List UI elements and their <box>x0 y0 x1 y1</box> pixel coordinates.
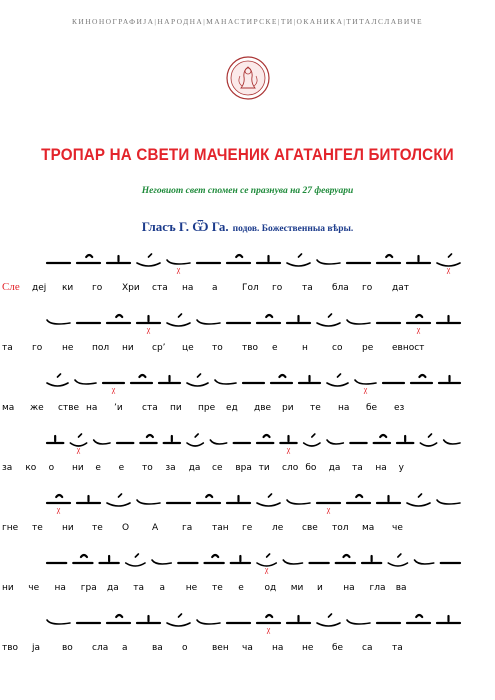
syllable: а <box>212 283 218 293</box>
neume-mark <box>327 440 343 444</box>
syllable: да <box>188 463 201 473</box>
syllable: тан <box>212 523 229 533</box>
lyrics-line <box>0 283 420 297</box>
neume-mark <box>287 316 310 323</box>
syllable: гне <box>2 523 19 533</box>
syllable: го <box>32 343 43 353</box>
neume-mark <box>420 434 436 446</box>
neume-mark <box>107 494 130 506</box>
syllable: на <box>86 403 98 413</box>
neume-mark <box>77 496 100 503</box>
tone-ga: Га. <box>208 219 229 234</box>
syllable: е <box>118 463 125 473</box>
lyrics-line <box>0 343 425 357</box>
syllable: а <box>122 643 128 653</box>
red-mark-icon: χ <box>286 445 291 454</box>
neume-mark <box>137 254 160 266</box>
red-mark-icon: χ <box>111 385 116 394</box>
syllable: ја <box>32 643 41 653</box>
neume-mark <box>131 375 152 383</box>
syllable: на <box>338 403 350 413</box>
syllable: ле <box>272 523 284 533</box>
syllable: ти <box>258 463 270 473</box>
neume-mark <box>397 436 413 443</box>
syllable: е <box>272 343 278 353</box>
red-mark-icon: χ <box>146 325 151 334</box>
syllable: на <box>54 583 66 593</box>
syllable: на <box>343 583 355 593</box>
tone-label: Гласъ Г. <box>141 219 193 234</box>
neume-mark <box>407 315 430 323</box>
neume-mark <box>280 436 296 443</box>
syllable: да <box>107 583 119 593</box>
syllable: ге <box>242 523 253 533</box>
syllable: гра <box>80 583 97 593</box>
neume-mark <box>257 435 273 443</box>
syllable: га <box>182 523 193 533</box>
neume-mark <box>107 256 130 263</box>
syllable: та <box>352 463 363 473</box>
neume-mark <box>210 440 226 444</box>
syllable: и <box>317 583 323 593</box>
neume-mark <box>47 620 70 624</box>
neume-mark <box>126 554 145 566</box>
syllable: о <box>48 463 55 473</box>
neume-mark <box>317 260 340 264</box>
neume-mark <box>437 500 460 504</box>
neume-mark <box>283 560 302 564</box>
lyrics-line <box>0 643 420 657</box>
syllable: две <box>254 403 272 413</box>
neume-mark <box>444 440 460 444</box>
syllable: то <box>212 343 223 353</box>
syllable: ма <box>362 523 375 533</box>
neume-mark <box>94 440 110 444</box>
syllable: го <box>92 283 103 293</box>
neume-mark <box>407 615 430 623</box>
neume-mark <box>437 316 460 323</box>
syllable: не <box>185 583 198 593</box>
syllable: ед <box>226 403 238 413</box>
syllable: ва <box>152 643 163 653</box>
red-mark-icon: χ <box>416 325 421 334</box>
syllable: че <box>392 523 403 533</box>
syllable: бе <box>366 403 378 413</box>
header-line: КИНОНОГРАФИЈА|НАРОДНА|МАНАСТИРСКЕ|ТИ|ОКАНИКА|ТИТАЛСЛАВИЧЕ <box>71 17 424 26</box>
syllable: о <box>182 643 188 653</box>
neume-mark <box>437 616 460 623</box>
neume-mark <box>205 555 224 563</box>
neume-line-icon <box>44 368 464 394</box>
syllable: Хри <box>122 283 140 293</box>
syllable: се <box>212 463 223 473</box>
syllable: ки <box>62 283 74 293</box>
neume-mark <box>377 255 400 263</box>
neume-mark <box>287 254 310 266</box>
red-mark-icon: χ <box>264 565 269 574</box>
syllable: сла <box>92 643 109 653</box>
red-mark-icon: χ <box>56 505 61 514</box>
lyrics-line <box>0 403 420 417</box>
neume-line <box>44 608 464 634</box>
neume-line-icon <box>44 308 464 334</box>
neume-mark <box>47 436 63 443</box>
neume-mark <box>377 496 400 503</box>
syllable: пре <box>198 403 216 413</box>
syllable: евност <box>392 343 425 353</box>
syllable: не <box>302 643 314 653</box>
syllable: пол <box>92 343 110 353</box>
neume-mark <box>197 495 220 503</box>
syllable: вен <box>212 643 229 653</box>
syllable: те <box>32 523 43 533</box>
syllable: у <box>398 463 404 473</box>
neume-line <box>44 248 464 274</box>
neume-mark <box>257 615 280 623</box>
syllable: срʼ <box>152 343 166 353</box>
neume-line-icon <box>44 548 464 574</box>
syllable: пи <box>170 403 182 413</box>
syllable: ста <box>152 283 168 293</box>
syllable: та <box>392 643 403 653</box>
syllable: за <box>165 463 176 473</box>
lyrics-line <box>0 463 420 477</box>
syllable: е <box>95 463 101 473</box>
neume-line <box>44 548 464 574</box>
lyrics-line <box>0 523 420 537</box>
neume-mark <box>187 374 208 386</box>
syllable: О <box>122 523 130 533</box>
neume-mark <box>271 375 292 383</box>
page-title: ТРОПАР НА СВЕТИ МАЧЕНИК АГАТАНГЕЛ БИТОЛСКИ <box>41 146 454 164</box>
syllable: ста <box>142 403 158 413</box>
syllable: ко <box>25 463 37 473</box>
neume-mark <box>287 500 310 504</box>
syllable: ча <box>242 643 253 653</box>
syllable: бе <box>332 643 344 653</box>
syllable: со <box>332 343 343 353</box>
syllable: од <box>264 583 277 593</box>
neume-mark <box>152 560 171 564</box>
red-mark-icon: χ <box>176 265 181 274</box>
neume-mark <box>167 260 190 264</box>
neume-mark <box>164 436 180 443</box>
syllable: та <box>2 343 13 353</box>
syllable: ва <box>395 583 407 593</box>
neume-mark <box>197 320 220 324</box>
syllable: за <box>2 463 13 473</box>
syllable: ни <box>62 523 74 533</box>
neume-mark <box>231 556 250 563</box>
syllable: А <box>152 523 159 533</box>
neume-mark <box>107 615 130 623</box>
neume-mark <box>107 315 130 323</box>
neume-line-icon <box>44 608 464 634</box>
syllable: ре <box>362 343 374 353</box>
neume-mark <box>411 375 432 383</box>
syllable: а <box>159 583 166 593</box>
syllable: деј <box>32 283 47 293</box>
syllable: го <box>362 283 373 293</box>
neume-mark <box>73 555 92 563</box>
neume-mark <box>362 556 381 563</box>
syllable: не <box>62 343 74 353</box>
neume-mark <box>47 495 70 503</box>
red-mark-icon: χ <box>266 625 271 634</box>
neume-mark <box>439 376 460 383</box>
syllable: во <box>62 643 73 653</box>
syllable: тол <box>332 523 349 533</box>
syllable: вра <box>235 463 252 473</box>
syllable: те <box>92 523 103 533</box>
syllable: це <box>182 343 194 353</box>
red-mark-icon: χ <box>326 505 331 514</box>
neume-mark <box>347 620 370 624</box>
neume-mark <box>257 256 280 263</box>
neume-mark <box>215 380 236 384</box>
neume-mark <box>77 255 100 263</box>
syllable: на <box>272 643 284 653</box>
syllable: то <box>142 463 153 473</box>
syllable: те <box>212 583 223 593</box>
neume-line <box>44 488 464 514</box>
neume-mark <box>388 554 407 566</box>
syllable: та <box>133 583 145 593</box>
syllable: тво <box>2 643 19 653</box>
neume-mark <box>137 616 160 623</box>
syllable: сло <box>282 463 299 473</box>
neume-mark <box>257 315 280 323</box>
syllable: ма <box>2 403 15 413</box>
neume-mark <box>374 435 390 443</box>
neume-mark <box>197 620 220 624</box>
neume-line-icon <box>44 488 464 514</box>
tone-mark: Ѿ <box>192 219 209 234</box>
neume-mark <box>355 380 376 384</box>
syllable: тво <box>242 343 259 353</box>
neume-mark <box>137 316 160 323</box>
syllable: стве <box>58 403 80 413</box>
neume-line-icon <box>44 248 464 274</box>
neume-mark <box>167 314 190 326</box>
syllable: Гол <box>242 283 259 293</box>
neume-line <box>44 308 464 334</box>
neume-mark <box>347 495 370 503</box>
syllable: Сле <box>2 281 20 293</box>
syllable: на <box>182 283 194 293</box>
neume-mark <box>137 500 160 504</box>
neume-mark <box>304 434 320 446</box>
syllable: дат <box>392 283 409 293</box>
neume-mark <box>75 380 96 384</box>
neume-mark <box>257 494 280 506</box>
syllable: че <box>28 583 40 593</box>
syllable: бла <box>332 283 349 293</box>
syllable: ни <box>72 463 84 473</box>
neume-mark <box>100 556 119 563</box>
monastery-seal-icon <box>226 56 270 100</box>
neume-line <box>44 428 464 454</box>
syllable: бо <box>305 463 317 473</box>
neume-mark <box>327 374 348 386</box>
red-mark-icon: χ <box>363 385 368 394</box>
red-mark-icon: χ <box>76 445 81 454</box>
neume-mark <box>47 320 70 324</box>
neume-mark <box>187 434 203 446</box>
syllable: да <box>328 463 341 473</box>
syllable: го <box>272 283 283 293</box>
syllable: ни <box>122 343 134 353</box>
syllable: са <box>362 643 373 653</box>
neume-mark <box>299 376 320 383</box>
neume-mark <box>167 614 190 626</box>
podoben-label: подов. Божественныа вѣры. <box>232 224 354 234</box>
syllable: н <box>302 343 308 353</box>
syllable: све <box>302 523 318 533</box>
syllable: же <box>30 403 44 413</box>
syllable: та <box>302 283 313 293</box>
neume-line-icon <box>44 428 464 454</box>
neume-mark <box>159 376 180 383</box>
neume-mark <box>287 616 310 623</box>
neume-line <box>44 368 464 394</box>
syllable: гла <box>369 583 386 593</box>
red-mark-icon: χ <box>446 265 451 274</box>
neume-mark <box>407 256 430 263</box>
syllable: ри <box>282 403 294 413</box>
neume-mark <box>140 435 156 443</box>
syllable: те <box>310 403 321 413</box>
neume-mark <box>415 560 434 564</box>
lyrics-line <box>0 583 420 597</box>
tone-line <box>0 218 495 236</box>
neume-mark <box>227 255 250 263</box>
neume-mark <box>407 494 430 506</box>
neume-mark <box>317 314 340 326</box>
neume-mark <box>227 496 250 503</box>
syllable: ʼи <box>114 403 123 413</box>
neume-mark <box>347 320 370 324</box>
syllable: ни <box>2 583 14 593</box>
neume-mark <box>317 614 340 626</box>
neume-mark <box>336 555 355 563</box>
syllable: на <box>375 463 387 473</box>
neume-mark <box>47 374 68 386</box>
page-subtitle: Неговиот свет спомен се празнува на 27 февруари <box>141 186 354 196</box>
syllable: ез <box>394 403 405 413</box>
syllable: ми <box>290 583 304 593</box>
syllable: е <box>238 583 244 593</box>
